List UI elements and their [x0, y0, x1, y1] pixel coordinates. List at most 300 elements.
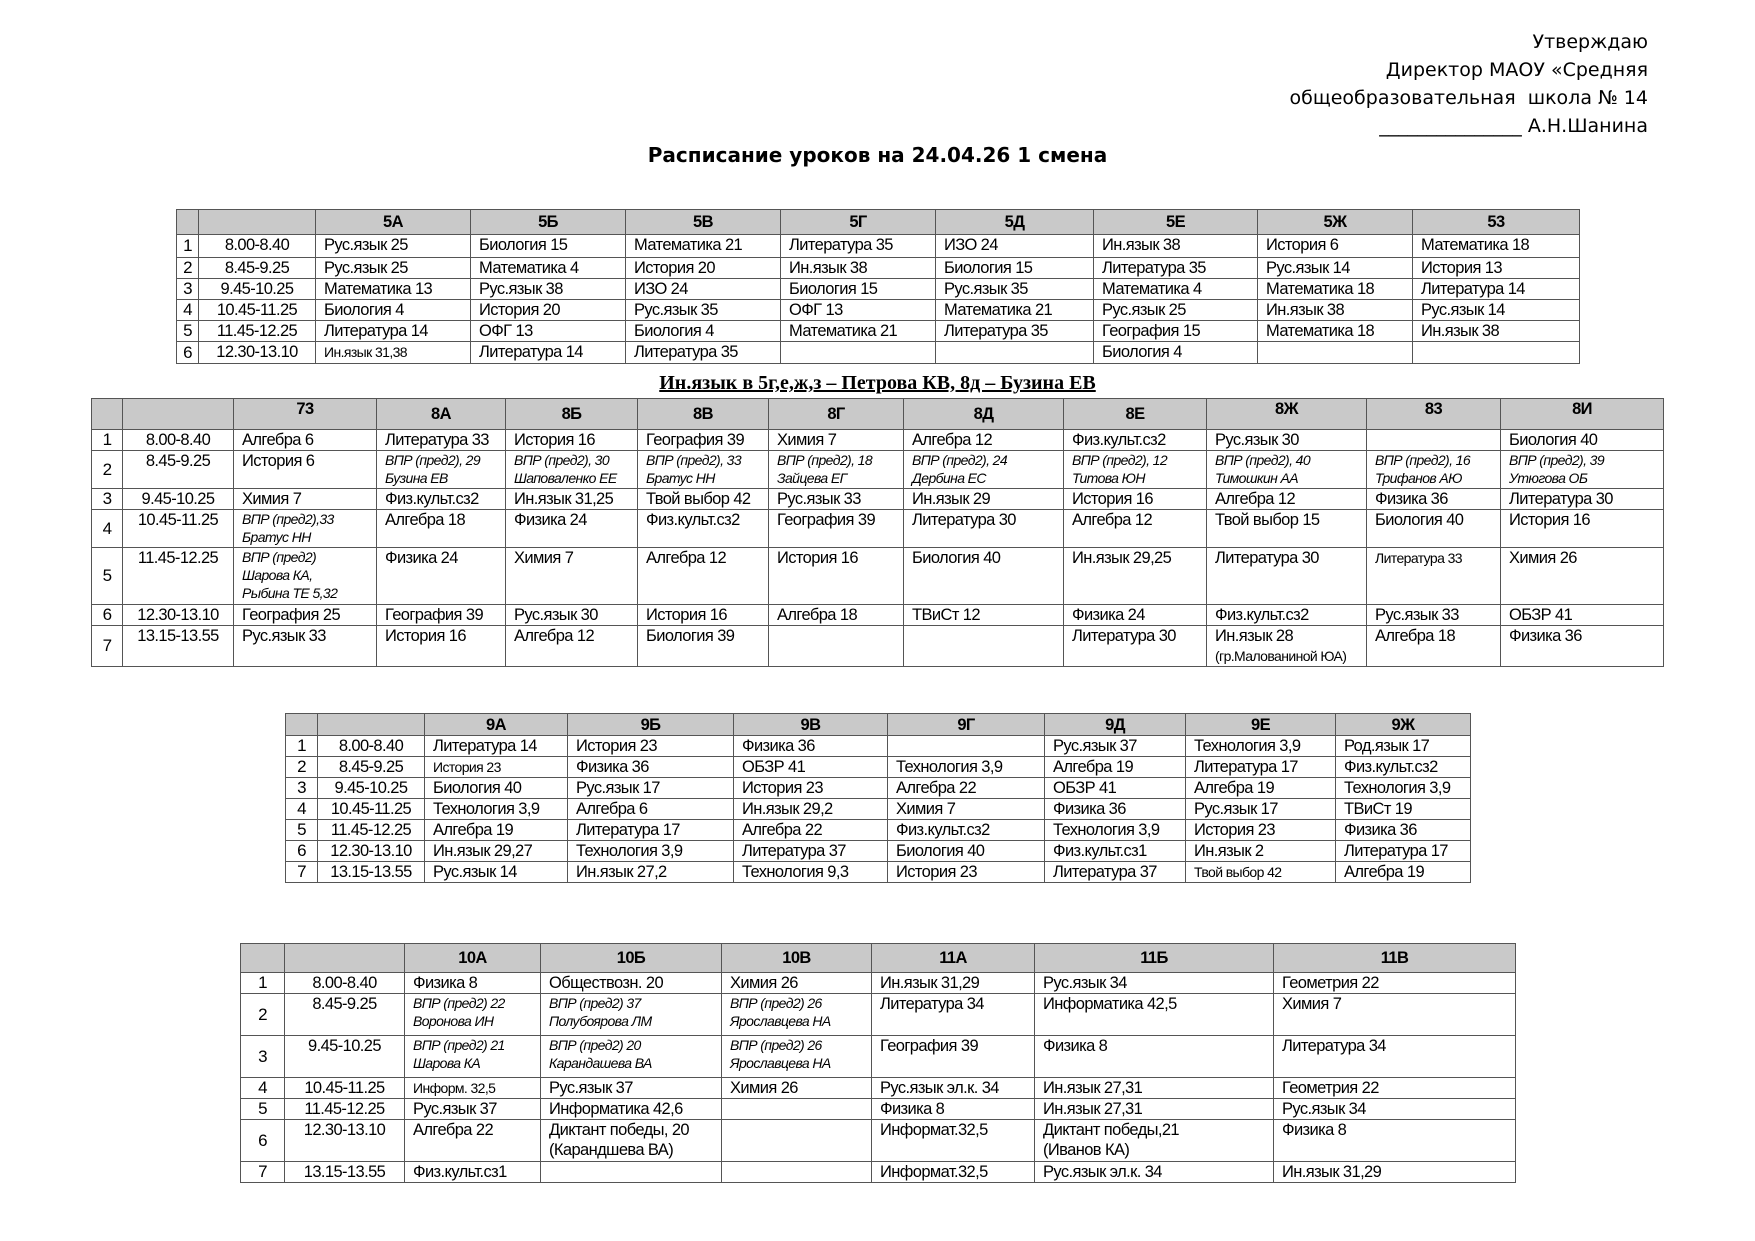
lesson-cell — [541, 994, 722, 1036]
lesson-number: 4 — [177, 300, 199, 321]
lesson-number: 1 — [286, 736, 318, 757]
lesson-cell — [722, 1036, 872, 1078]
lesson-cell: Литература 17 — [1336, 841, 1471, 862]
lesson-text: Карандашева ВА — [549, 1055, 652, 1071]
lesson-cell: Ин.язык 27,2 — [568, 862, 734, 883]
lesson-text: Ин.язык 29 — [912, 490, 991, 508]
lesson-text: История 16 — [1072, 490, 1153, 508]
lesson-text: Литература 30 — [912, 511, 1016, 529]
lesson-cell — [1064, 451, 1207, 489]
header-class: 5Д — [936, 210, 1094, 235]
lesson-text: Твой выбор 15 — [1215, 511, 1320, 529]
lesson-text: Литература 30 — [1509, 490, 1613, 508]
lesson-text: Алгебра 22 — [413, 1121, 494, 1139]
lesson-text: Информ. 32,5 — [413, 1080, 496, 1096]
lesson-cell — [769, 489, 904, 510]
lesson-text: Алгебра 18 — [777, 606, 858, 624]
lesson-cell — [904, 510, 1064, 548]
lesson-cell — [769, 626, 904, 667]
lesson-cell — [1064, 626, 1207, 667]
lesson-cell — [405, 994, 541, 1036]
lesson-cell — [638, 626, 769, 667]
lesson-text: Полубоярова ЛМ — [549, 1013, 652, 1029]
lesson-text: Диктант победы, 20 — [549, 1121, 689, 1139]
lesson-text: ВПР (пред2), 18 — [777, 452, 873, 468]
lesson-cell — [506, 548, 638, 605]
lesson-cell: Математика 21 — [936, 300, 1094, 321]
lesson-text: ВПР (пред2) 26 — [730, 1037, 822, 1053]
lesson-text: Трифанов АЮ — [1375, 470, 1462, 486]
lesson-cell — [781, 342, 936, 364]
lesson-text: Физ.культ.сз2 — [385, 490, 479, 508]
lesson-cell — [405, 1120, 541, 1162]
lesson-cell: Ин.язык 38 — [1258, 300, 1413, 321]
lesson-cell — [638, 451, 769, 489]
lesson-cell: История 23 — [568, 736, 734, 757]
lesson-cell — [234, 548, 377, 605]
lesson-cell — [722, 1120, 872, 1162]
lesson-cell: Литература 14 — [471, 342, 626, 364]
lesson-cell: ИЗО 24 — [936, 235, 1094, 258]
lesson-text: Рыбина ТЕ 5,32 — [242, 585, 338, 601]
lesson-text: Ин.язык 27,31 — [1043, 1079, 1143, 1097]
header-class: 53 — [1413, 210, 1580, 235]
lesson-cell: Физ.культ.сз1 — [1045, 841, 1186, 862]
table-row — [286, 757, 1471, 778]
lesson-text: Биология 40 — [912, 549, 1001, 567]
lesson-text: Ин.язык 28 — [1215, 627, 1294, 645]
lesson-text: География 39 — [777, 511, 876, 529]
lesson-number: 1 — [92, 430, 123, 451]
lesson-cell — [638, 489, 769, 510]
lesson-cell: Литература 35 — [626, 342, 781, 364]
lesson-number: 7 — [286, 862, 318, 883]
table-row — [177, 235, 1580, 258]
schedule-table-grade-10-11 — [240, 943, 1516, 1183]
lesson-text: История 16 — [1509, 511, 1590, 529]
lesson-text: Зайцева ЕГ — [777, 470, 847, 486]
lesson-text: Шарова КА, — [242, 567, 313, 583]
lesson-cell — [904, 489, 1064, 510]
lesson-cell — [541, 973, 722, 994]
lesson-number: 5 — [177, 321, 199, 342]
lesson-cell: История 20 — [471, 300, 626, 321]
lesson-text: Рус.язык 30 — [514, 606, 598, 624]
lesson-cell — [769, 451, 904, 489]
header-class: 9Е — [1186, 714, 1336, 736]
lesson-cell: Ин.язык 38 — [781, 258, 936, 279]
lesson-text: Бузина ЕВ — [385, 470, 448, 486]
header-class: 10Б — [541, 944, 722, 973]
lesson-cell: Математика 4 — [471, 258, 626, 279]
lesson-cell: Ин.язык 2 — [1186, 841, 1336, 862]
lesson-number: 6 — [177, 342, 199, 364]
lesson-text: Твой выбор 42 — [646, 490, 751, 508]
lesson-cell — [234, 489, 377, 510]
lesson-cell — [405, 1162, 541, 1183]
lesson-time: 13.15-13.55 — [285, 1162, 405, 1183]
lesson-cell — [872, 1078, 1035, 1099]
lesson-text: Ин.язык 27,31 — [1043, 1100, 1143, 1118]
lesson-time: 11.45-12.25 — [285, 1099, 405, 1120]
header-class: 8В — [638, 399, 769, 430]
lesson-cell: Род.язык 17 — [1336, 736, 1471, 757]
header-class: 5Б — [471, 210, 626, 235]
lesson-cell: ОФГ 13 — [471, 321, 626, 342]
approval-signature-line: _______________ А.Н.Шанина — [1379, 115, 1648, 137]
lesson-cell — [1207, 626, 1367, 667]
header-class: 8Г — [769, 399, 904, 430]
lesson-cell — [888, 736, 1045, 757]
lesson-cell: История 23 — [888, 862, 1045, 883]
lesson-time: 8.45-9.25 — [318, 757, 425, 778]
lesson-text: Информатика 42,6 — [549, 1100, 683, 1118]
lesson-text: ВПР (пред2) 26 — [730, 995, 822, 1011]
lesson-cell: Технология 3,9 — [888, 757, 1045, 778]
lesson-cell — [769, 510, 904, 548]
lesson-cell — [405, 1036, 541, 1078]
lesson-text: ОБЗР 41 — [1509, 606, 1573, 624]
lesson-cell — [506, 489, 638, 510]
lesson-cell — [936, 342, 1094, 364]
lesson-cell: Литература 17 — [1186, 757, 1336, 778]
lesson-text: Рус.язык 30 — [1215, 431, 1299, 449]
header-class: 11А — [872, 944, 1035, 973]
lesson-cell: Математика 21 — [626, 235, 781, 258]
lesson-text: Физика 36 — [1509, 627, 1582, 645]
lesson-cell: История 20 — [626, 258, 781, 279]
lesson-number: 1 — [177, 235, 199, 258]
lesson-cell — [1413, 342, 1580, 364]
lesson-cell: Физ.культ.сз2 — [888, 820, 1045, 841]
lesson-cell: Физика 36 — [1045, 799, 1186, 820]
lesson-cell — [1064, 548, 1207, 605]
lesson-cell — [506, 510, 638, 548]
lesson-text: Ин.язык 31,25 — [514, 490, 614, 508]
lesson-text: Физика 24 — [1072, 606, 1145, 624]
lesson-cell — [377, 489, 506, 510]
lesson-time: 10.45-11.25 — [285, 1078, 405, 1099]
header-time — [318, 714, 425, 736]
header-class: 5Г — [781, 210, 936, 235]
lesson-time: 10.45-11.25 — [123, 510, 234, 548]
lesson-text: Алгебра 12 — [1215, 490, 1296, 508]
table-row — [241, 1078, 1516, 1099]
lesson-cell — [1501, 510, 1664, 548]
header-class: 9А — [425, 714, 568, 736]
header-time — [199, 210, 316, 235]
lesson-text: Титова ЮН — [1072, 470, 1145, 486]
lesson-cell — [872, 994, 1035, 1036]
lesson-time: 12.30-13.10 — [318, 841, 425, 862]
lesson-cell — [405, 973, 541, 994]
lesson-cell: Ин.язык 38 — [1413, 321, 1580, 342]
lesson-cell: Литература 37 — [1045, 862, 1186, 883]
lesson-cell — [234, 451, 377, 489]
lesson-text: Физ.культ.сз2 — [646, 511, 740, 529]
lesson-text: ВПР (пред2) — [242, 549, 317, 565]
header-class: 10А — [405, 944, 541, 973]
lesson-cell: Алгебра 6 — [568, 799, 734, 820]
lesson-cell: Технология 3,9 — [1336, 778, 1471, 799]
lesson-number: 3 — [241, 1036, 285, 1078]
table-row — [92, 451, 1664, 489]
lesson-cell — [722, 994, 872, 1036]
header-class: 8Д — [904, 399, 1064, 430]
lesson-cell: ТВиСт 19 — [1336, 799, 1471, 820]
lesson-cell — [1367, 626, 1501, 667]
lesson-cell — [1207, 489, 1367, 510]
lesson-text: Рус.язык 33 — [242, 627, 326, 645]
lesson-cell — [904, 451, 1064, 489]
lesson-text: Химия 26 — [1509, 549, 1577, 567]
table-row — [241, 1036, 1516, 1078]
lesson-text: ВПР (пред2), 40 — [1215, 452, 1311, 468]
lesson-cell: Литература 14 — [1413, 279, 1580, 300]
lesson-text: Ярославцева НА — [730, 1055, 831, 1071]
lesson-text: Химия 7 — [242, 490, 302, 508]
lesson-cell — [1064, 605, 1207, 626]
table-row — [177, 321, 1580, 342]
lesson-cell: Литература 14 — [425, 736, 568, 757]
lesson-text: Физика 8 — [1282, 1121, 1347, 1139]
lesson-text: Биология 40 — [1509, 431, 1598, 449]
lesson-time: 9.45-10.25 — [318, 778, 425, 799]
lesson-cell — [1064, 510, 1207, 548]
lesson-cell: Технология 9,3 — [734, 862, 888, 883]
lesson-text: (гр.Малованиной ЮА) — [1215, 648, 1347, 664]
lesson-cell — [541, 1078, 722, 1099]
lesson-number: 3 — [177, 279, 199, 300]
lesson-text: География 39 — [880, 1037, 979, 1055]
lesson-cell — [904, 548, 1064, 605]
header-class: 8И — [1501, 399, 1664, 430]
lesson-text: Алгебра 12 — [514, 627, 595, 645]
table-row — [286, 862, 1471, 883]
lesson-cell — [506, 430, 638, 451]
schedule-table-grade-5 — [176, 209, 1580, 364]
lesson-cell: Литература 14 — [316, 321, 471, 342]
table-row — [177, 279, 1580, 300]
lesson-text: ВПР (пред2), 12 — [1072, 452, 1168, 468]
lesson-cell: Литература 35 — [936, 321, 1094, 342]
lesson-cell: Биология 15 — [781, 279, 936, 300]
lesson-cell: Технология 3,9 — [1186, 736, 1336, 757]
lesson-time: 12.30-13.10 — [285, 1120, 405, 1162]
lesson-cell: Алгебра 19 — [1045, 757, 1186, 778]
lesson-cell — [1367, 489, 1501, 510]
lesson-cell: Алгебра 22 — [888, 778, 1045, 799]
approval-line: Утверждаю — [1532, 31, 1648, 53]
lesson-cell — [1367, 605, 1501, 626]
lesson-cell: Рус.язык 17 — [568, 778, 734, 799]
lesson-text: Литература 34 — [880, 995, 984, 1013]
lesson-cell: Рус.язык 37 — [1045, 736, 1186, 757]
lesson-cell — [1035, 1099, 1274, 1120]
lesson-cell — [377, 451, 506, 489]
lesson-text: Физика 24 — [514, 511, 587, 529]
lesson-text: Литература 34 — [1282, 1037, 1386, 1055]
lesson-text: Физика 8 — [1043, 1037, 1108, 1055]
lesson-time: 12.30-13.10 — [199, 342, 316, 364]
lesson-cell — [1274, 994, 1516, 1036]
lesson-text: Алгебра 18 — [385, 511, 466, 529]
table-row — [286, 778, 1471, 799]
lesson-cell: Рус.язык 25 — [1094, 300, 1258, 321]
lesson-time: 9.45-10.25 — [123, 489, 234, 510]
lesson-cell — [1207, 605, 1367, 626]
table-row — [177, 300, 1580, 321]
lesson-text: Информатика 42,5 — [1043, 995, 1177, 1013]
lesson-text: ВПР (пред2), 16 — [1375, 452, 1471, 468]
lesson-cell: Рус.язык 14 — [1258, 258, 1413, 279]
lesson-time: 12.30-13.10 — [123, 605, 234, 626]
lesson-text: Шаповаленко ЕЕ — [514, 470, 617, 486]
header-lesson-number — [177, 210, 199, 235]
header-lesson-number — [92, 399, 123, 430]
table-row — [241, 973, 1516, 994]
header-time — [123, 399, 234, 430]
lesson-cell: Рус.язык 17 — [1186, 799, 1336, 820]
lesson-cell: Литература 35 — [1094, 258, 1258, 279]
lesson-text: ВПР (пред2),33 — [242, 511, 334, 527]
header-row — [241, 944, 1516, 973]
lesson-cell — [722, 973, 872, 994]
lesson-cell — [1064, 430, 1207, 451]
table-row — [92, 548, 1664, 605]
lesson-cell — [1035, 994, 1274, 1036]
header-class: 9В — [734, 714, 888, 736]
lesson-cell — [405, 1078, 541, 1099]
lesson-text: ВПР (пред2) 20 — [549, 1037, 641, 1053]
table-row — [92, 489, 1664, 510]
lesson-cell — [1207, 430, 1367, 451]
lesson-number: 5 — [92, 548, 123, 605]
lesson-cell — [377, 605, 506, 626]
lesson-text: Физ.культ.сз2 — [1072, 431, 1166, 449]
lesson-text: Рус.язык 37 — [549, 1079, 633, 1097]
lesson-cell — [506, 451, 638, 489]
lesson-number: 2 — [92, 451, 123, 489]
lesson-text: Рус.язык 34 — [1282, 1100, 1366, 1118]
header-row — [286, 714, 1471, 736]
lesson-cell — [638, 430, 769, 451]
lesson-number: 4 — [92, 510, 123, 548]
header-class: 5А — [316, 210, 471, 235]
lesson-cell — [1367, 430, 1501, 451]
header-class: 83 — [1367, 399, 1501, 430]
lesson-number: 7 — [241, 1162, 285, 1183]
table-row — [241, 994, 1516, 1036]
lesson-cell — [234, 430, 377, 451]
lesson-text: (Карандшева ВА) — [549, 1141, 674, 1159]
lesson-text: ВПР (пред2), 24 — [912, 452, 1008, 468]
lesson-cell: Литература 37 — [734, 841, 888, 862]
lesson-cell: Ин.язык 31,38 — [316, 342, 471, 364]
lesson-text: Физика 8 — [413, 974, 478, 992]
lesson-number: 5 — [241, 1099, 285, 1120]
lesson-cell: Алгебра 22 — [734, 820, 888, 841]
lesson-time: 13.15-13.55 — [318, 862, 425, 883]
page-title: Расписание уроков на 24.04.26 1 смена — [647, 143, 1108, 167]
lesson-time: 8.45-9.25 — [123, 451, 234, 489]
lesson-cell: Математика 21 — [781, 321, 936, 342]
lesson-text: Физ.культ.сз2 — [1215, 606, 1309, 624]
lesson-cell — [872, 1120, 1035, 1162]
lesson-cell: Литература 35 — [781, 235, 936, 258]
lesson-text: Диктант победы,21 — [1043, 1121, 1180, 1139]
lesson-text: Химия 7 — [1282, 995, 1342, 1013]
lesson-text: Братус НН — [242, 529, 311, 545]
lesson-cell: Рус.язык 14 — [425, 862, 568, 883]
lesson-cell: Алгебра 19 — [1186, 778, 1336, 799]
lesson-cell — [1501, 548, 1664, 605]
header-class: 5Е — [1094, 210, 1258, 235]
lesson-cell: Ин.язык 29,27 — [425, 841, 568, 862]
lesson-cell: Математика 18 — [1258, 279, 1413, 300]
header-class: 9Ж — [1336, 714, 1471, 736]
schedule-table-grade-7-8 — [91, 398, 1664, 667]
lesson-cell — [872, 1162, 1035, 1183]
header-class: 8Е — [1064, 399, 1207, 430]
lesson-text: Ин.язык 29,25 — [1072, 549, 1172, 567]
lesson-number: 3 — [92, 489, 123, 510]
table-row — [241, 1162, 1516, 1183]
lesson-cell — [1035, 973, 1274, 994]
lesson-cell — [506, 605, 638, 626]
lesson-cell — [541, 1099, 722, 1120]
lesson-text: Рус.язык 33 — [1375, 606, 1459, 624]
lesson-cell — [541, 1036, 722, 1078]
lesson-text: Братус НН — [646, 470, 715, 486]
lesson-text: Дербина ЕС — [912, 470, 986, 486]
lesson-cell — [234, 626, 377, 667]
table-row — [92, 510, 1664, 548]
lesson-cell — [638, 510, 769, 548]
header-class: 8Б — [506, 399, 638, 430]
lesson-cell — [1501, 430, 1664, 451]
lesson-text: Информат.32,5 — [880, 1163, 988, 1181]
lesson-cell: Литература 17 — [568, 820, 734, 841]
lesson-text: История 16 — [646, 606, 727, 624]
lesson-cell: Рус.язык 35 — [626, 300, 781, 321]
lesson-cell — [1367, 510, 1501, 548]
lesson-cell — [1367, 451, 1501, 489]
lesson-cell — [904, 605, 1064, 626]
lesson-text: География 39 — [385, 606, 484, 624]
lesson-cell — [769, 430, 904, 451]
lesson-text: Алгебра 18 — [1375, 627, 1456, 645]
lesson-text: (Иванов КА) — [1043, 1141, 1130, 1159]
lesson-text: Шарова КА — [413, 1055, 481, 1071]
lesson-cell: Биология 15 — [471, 235, 626, 258]
lesson-text: География 25 — [242, 606, 341, 624]
lesson-text: Утюгова ОБ — [1509, 470, 1588, 486]
lesson-cell — [506, 626, 638, 667]
header-class: 11Б — [1035, 944, 1274, 973]
lesson-time: 11.45-12.25 — [199, 321, 316, 342]
lesson-cell: Математика 13 — [316, 279, 471, 300]
lesson-cell — [769, 548, 904, 605]
lesson-number: 4 — [286, 799, 318, 820]
lesson-cell — [872, 1036, 1035, 1078]
lesson-cell: История 13 — [1413, 258, 1580, 279]
lesson-text: История 16 — [385, 627, 466, 645]
lesson-text: География 39 — [646, 431, 745, 449]
lesson-cell: Алгебра 19 — [425, 820, 568, 841]
lesson-cell: Биология 40 — [888, 841, 1045, 862]
lesson-cell — [405, 1099, 541, 1120]
